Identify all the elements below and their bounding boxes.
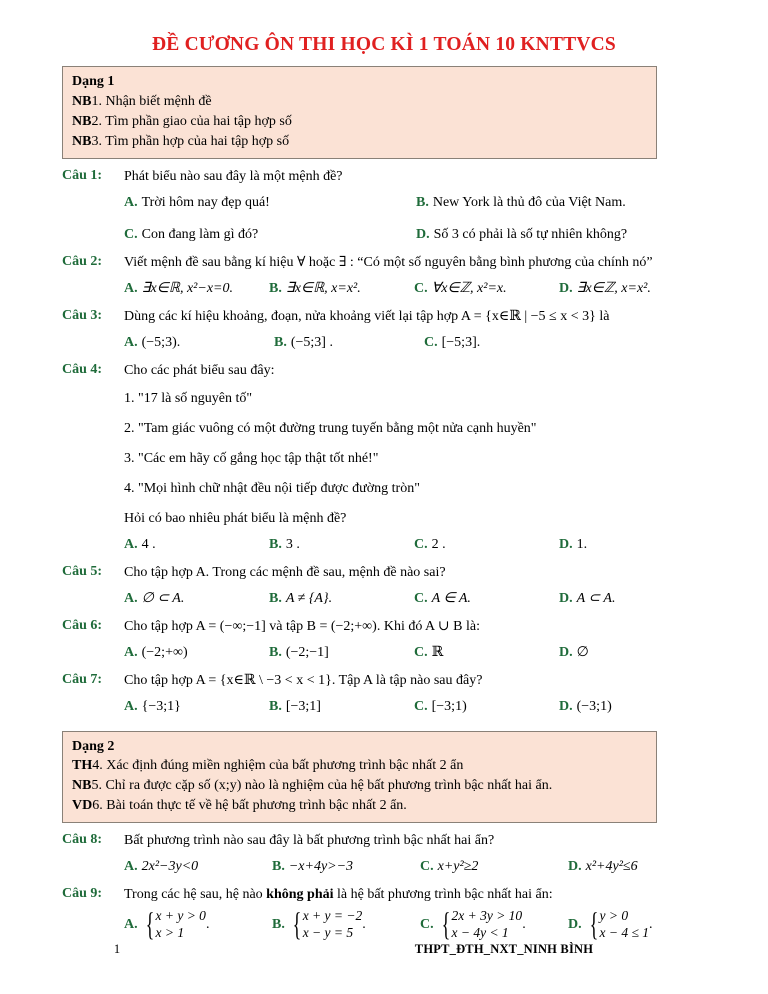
option-c[interactable] xyxy=(424,332,706,353)
option-c-letter: C. xyxy=(414,280,428,296)
question-4-ask: Hỏi có bao nhiêu phát biểu là mệnh đề? xyxy=(124,510,347,526)
option-b-text: (−5;3] . xyxy=(290,334,333,350)
dang2-item-code: NB xyxy=(72,778,92,794)
question-4-item-1: 1. "17 là số nguyên tố" xyxy=(124,390,253,406)
question-6-stem: Cho tập hợp A = (−∞;−1] và tập B = (−2;+∞). Khi đó A ∪ B là: xyxy=(124,618,480,634)
question-6-options xyxy=(124,642,706,663)
option-b-period: . xyxy=(362,917,366,933)
dang2-item-text: 6. Bài toán thực tế về hệ bất phương trình bậc nhất 2 ẩn. xyxy=(92,798,407,814)
option-c-text: ℝ xyxy=(431,644,444,660)
option-a-text: (−5;3). xyxy=(141,334,181,350)
option-d-period: . xyxy=(648,917,653,933)
option-c-text: x+y²≥2 xyxy=(437,859,479,874)
question-8 xyxy=(62,830,706,877)
question-4-item-2: 2. "Tam giác vuông có một đường trung tuyến bằng một nửa cạnh huyền" xyxy=(124,420,537,436)
question-2-stem: Viết mệnh đề sau bằng kí hiệu ∀ hoặc ∃ : “Có một số nguyên bằng bình phương của chính nó” xyxy=(124,254,653,270)
option-d-text: 1. xyxy=(576,536,588,552)
option-c-text: A ∈ A. xyxy=(431,590,471,606)
option-c[interactable] xyxy=(420,856,568,877)
option-a-text: ∃x∈ℝ, x²−x=0. xyxy=(141,280,233,296)
question-9-label: Câu 9: xyxy=(62,886,103,901)
question-5-label: Câu 5: xyxy=(62,563,103,579)
option-d[interactable] xyxy=(559,642,706,663)
option-b-text: New York là thủ đô của Việt Nam. xyxy=(432,194,626,210)
option-b-text: A ≠ {A}. xyxy=(285,590,333,606)
option-a[interactable] xyxy=(124,332,274,353)
option-b-text: (−2;−1] xyxy=(285,644,329,660)
question-5-stem: Cho tập hợp A. Trong các mệnh đề sau, mệnh đề nào sai? xyxy=(124,564,446,580)
dang2-item xyxy=(72,756,647,776)
dang2-heading: Dạng 2 xyxy=(72,738,115,754)
option-d-system xyxy=(586,908,649,942)
option-c-text: Con đang làm gì đó? xyxy=(141,226,259,242)
question-4-label: Câu 4: xyxy=(62,361,103,377)
option-a-letter: A. xyxy=(124,334,138,350)
option-c-letter: C. xyxy=(414,536,428,552)
option-a-text: {−3;1} xyxy=(141,698,181,714)
option-c-letter: C. xyxy=(414,698,428,714)
option-c-letter: C. xyxy=(420,859,434,874)
option-a-letter: A. xyxy=(124,280,138,296)
question-9-stem xyxy=(124,884,706,905)
option-a[interactable] xyxy=(124,192,416,213)
option-b-letter: B. xyxy=(269,644,282,660)
option-c-letter: C. xyxy=(124,226,138,242)
option-d-letter: D. xyxy=(559,536,573,552)
question-1-options-row1 xyxy=(124,192,706,213)
option-b-system xyxy=(289,908,362,942)
option-b[interactable] xyxy=(272,908,420,942)
question-1-stem: Phát biểu nào sau đây là một mệnh đề? xyxy=(124,168,343,184)
option-c[interactable] xyxy=(414,696,559,717)
dang1-item-code: NB xyxy=(72,93,92,109)
option-b-letter: B. xyxy=(272,917,285,933)
option-b[interactable] xyxy=(416,192,706,213)
question-2 xyxy=(62,252,706,299)
option-a[interactable] xyxy=(124,278,269,299)
option-d-letter: D. xyxy=(568,859,582,874)
question-4 xyxy=(62,360,706,555)
option-b-text: −x+4y>−3 xyxy=(288,859,354,874)
option-d[interactable] xyxy=(559,534,706,555)
option-c[interactable] xyxy=(414,534,559,555)
option-d[interactable] xyxy=(559,696,706,717)
option-c-system xyxy=(438,908,523,942)
dang1-item-text: 2. Tìm phần giao của hai tập hợp số xyxy=(91,113,292,129)
option-d[interactable] xyxy=(559,278,706,299)
option-d-text: Số 3 có phải là số tự nhiên không? xyxy=(433,226,628,242)
option-d-row1: y > 0 xyxy=(599,908,629,923)
question-9-stem-part1: Trong các hệ sau, hệ nào xyxy=(124,887,267,902)
option-d-text: ∅ xyxy=(576,644,589,660)
footer-school-name: THPT_ĐTH_NXT_NINH BÌNH xyxy=(414,941,594,956)
dang1-box xyxy=(62,66,657,159)
option-b[interactable] xyxy=(269,696,414,717)
option-b-letter: B. xyxy=(272,859,285,874)
option-b-row2: x − y = 5 xyxy=(302,924,354,940)
option-d-text: (−3;1) xyxy=(576,698,612,714)
question-1-options-row2 xyxy=(124,224,706,245)
option-d-letter: D. xyxy=(559,644,573,660)
option-a[interactable] xyxy=(124,696,269,717)
dang2-item xyxy=(72,776,647,796)
option-d-letter: D. xyxy=(559,698,573,714)
option-a[interactable] xyxy=(124,908,272,942)
dang1-item xyxy=(72,132,647,152)
dang1-item-code: NB xyxy=(72,133,92,149)
dang1-item-text: 3. Tìm phần hợp của hai tập hợp số xyxy=(91,133,290,149)
dang1-item-text: 1. Nhận biết mệnh đề xyxy=(91,93,212,109)
option-b[interactable] xyxy=(274,332,424,353)
option-a-text: Trời hôm nay đẹp quá! xyxy=(141,194,270,210)
dang2-item-code: VD xyxy=(72,798,93,814)
option-a[interactable] xyxy=(124,642,269,663)
option-c-letter: C. xyxy=(420,917,434,933)
question-9-stem-part2: là hệ bất phương trình bậc nhất hai ẩn: xyxy=(333,887,553,902)
option-b-letter: B. xyxy=(274,334,287,350)
option-d-text: x²+4y²≤6 xyxy=(585,859,638,874)
question-6 xyxy=(62,616,706,663)
option-d-letter: D. xyxy=(559,280,573,296)
option-b-text: [−3;1] xyxy=(285,698,321,714)
question-8-options xyxy=(124,856,706,877)
question-9-stem-emphasis: không phải xyxy=(266,887,334,902)
option-b[interactable] xyxy=(272,856,420,877)
dang1-item xyxy=(72,112,647,132)
option-c-row2: x − 4y < 1 xyxy=(451,924,509,940)
option-a-letter: A. xyxy=(124,536,138,552)
question-3 xyxy=(62,306,706,353)
dang1-item xyxy=(72,92,647,112)
question-7 xyxy=(62,670,706,717)
option-c-letter: C. xyxy=(424,334,438,350)
option-c-letter: C. xyxy=(414,590,428,606)
dang2-item-text: 4. Xác định đúng miền nghiệm của bất phương trình bậc nhất 2 ẩn xyxy=(92,758,464,774)
question-3-label: Câu 3: xyxy=(62,307,103,323)
question-1 xyxy=(62,166,706,245)
question-6-label: Câu 6: xyxy=(62,617,103,633)
page-footer xyxy=(0,940,768,958)
option-b[interactable] xyxy=(269,278,414,299)
option-a-letter: A. xyxy=(124,859,138,874)
option-a[interactable] xyxy=(124,534,269,555)
option-a-period: . xyxy=(205,917,210,933)
question-7-stem: Cho tập hợp A = {x∈ℝ \ −3 < x < 1}. Tập A là tập nào sau đây? xyxy=(124,672,483,688)
option-a-text: 2x²−3y<0 xyxy=(141,859,199,874)
question-9 xyxy=(62,884,706,942)
option-b-letter: B. xyxy=(269,590,282,606)
question-2-options xyxy=(124,278,706,299)
dang1-item-code: NB xyxy=(72,113,92,129)
option-b-text: 3 . xyxy=(285,536,300,552)
option-b-letter: B. xyxy=(269,698,282,714)
option-d[interactable] xyxy=(559,588,706,609)
option-c[interactable] xyxy=(124,224,416,245)
option-c[interactable] xyxy=(414,278,559,299)
question-4-item-3: 3. "Các em hãy cố gắng học tập thật tốt nhé!" xyxy=(124,450,379,466)
option-c-row1: 2x + 3y > 10 xyxy=(451,908,523,923)
option-a-row2: x > 1 xyxy=(155,924,185,940)
option-b-letter: B. xyxy=(269,280,282,296)
option-a-text: ∅ ⊂ A. xyxy=(141,590,185,606)
option-c-text: [−5;3]. xyxy=(441,334,481,350)
option-b[interactable] xyxy=(269,588,414,609)
option-d[interactable] xyxy=(568,856,706,877)
left-brace-icon: { xyxy=(145,906,154,943)
option-d-letter: D. xyxy=(416,226,430,242)
option-a-letter: A. xyxy=(124,590,138,606)
page-title: ĐỀ CƯƠNG ÔN THI HỌC KÌ 1 TOÁN 10 KNTTVCS xyxy=(152,34,616,55)
option-a-letter: A. xyxy=(124,194,138,210)
option-c-letter: C. xyxy=(414,644,428,660)
dang2-box xyxy=(62,731,657,824)
option-c[interactable] xyxy=(414,588,559,609)
option-a-letter: A. xyxy=(124,917,138,933)
question-4-item-4: 4. "Mọi hình chữ nhật đều nội tiếp được đường tròn" xyxy=(124,480,420,496)
question-3-stem: Dùng các kí hiệu khoảng, đoạn, nửa khoảng viết lại tập hợp A = {x∈ℝ | −5 ≤ x < 3} là xyxy=(124,308,610,324)
option-c[interactable] xyxy=(420,908,568,942)
option-a-text: (−2;+∞) xyxy=(141,644,188,660)
left-brace-icon: { xyxy=(441,906,450,943)
option-a[interactable] xyxy=(124,588,269,609)
left-brace-icon: { xyxy=(589,906,598,943)
option-c-text: ∀x∈ℤ, x²=x. xyxy=(431,280,507,296)
option-b[interactable] xyxy=(269,534,414,555)
question-5 xyxy=(62,562,706,609)
dang2-item xyxy=(72,796,647,816)
option-c-text: [−3;1) xyxy=(431,698,467,714)
question-2-label: Câu 2: xyxy=(62,253,103,269)
question-5-options xyxy=(124,588,706,609)
option-d-text: A ⊂ A. xyxy=(576,590,616,606)
option-a-row1: x + y > 0 xyxy=(155,908,206,923)
option-d-letter: D. xyxy=(568,917,582,933)
option-d-row2: x − 4 ≤ 1 xyxy=(599,924,649,940)
option-d-text: ∃x∈ℤ, x=x². xyxy=(576,280,651,296)
question-3-options xyxy=(124,332,706,353)
option-b[interactable] xyxy=(269,642,414,663)
option-c-text: 2 . xyxy=(431,536,446,552)
question-4-stem: Cho các phát biểu sau đây: xyxy=(124,362,275,378)
option-a-system xyxy=(142,908,206,942)
option-b-letter: B. xyxy=(269,536,282,552)
option-d-letter: D. xyxy=(559,590,573,606)
option-b-row1: x + y = −2 xyxy=(302,908,363,923)
option-b-letter: B. xyxy=(416,194,429,210)
option-a-letter: A. xyxy=(124,698,138,714)
dang1-heading: Dạng 1 xyxy=(72,74,115,89)
dang2-item-text: 5. Chỉ ra được cặp số (x;y) nào là nghiệm của hệ bất phương trình bậc nhất hai ẩn. xyxy=(91,778,553,794)
question-8-label: Câu 8: xyxy=(62,832,103,847)
option-d[interactable] xyxy=(568,908,706,942)
option-a[interactable] xyxy=(124,856,272,877)
question-7-label: Câu 7: xyxy=(62,671,103,687)
option-c[interactable] xyxy=(414,642,559,663)
question-7-options xyxy=(124,696,706,717)
option-d[interactable] xyxy=(416,224,706,245)
question-9-options xyxy=(124,908,706,942)
option-a-letter: A. xyxy=(124,644,138,660)
option-c-period: . xyxy=(522,917,526,933)
page-number: 1 xyxy=(113,941,121,956)
question-1-label: Câu 1: xyxy=(62,167,103,183)
question-8-stem: Bất phương trình nào sau đây là bất phương trình bậc nhất hai ẩn? xyxy=(124,833,495,848)
question-4-options xyxy=(124,534,706,555)
option-b-text: ∃x∈ℝ, x=x². xyxy=(285,280,361,296)
option-a-text: 4 . xyxy=(141,536,156,552)
left-brace-icon: { xyxy=(292,906,302,943)
dang2-item-code: TH xyxy=(72,758,93,774)
